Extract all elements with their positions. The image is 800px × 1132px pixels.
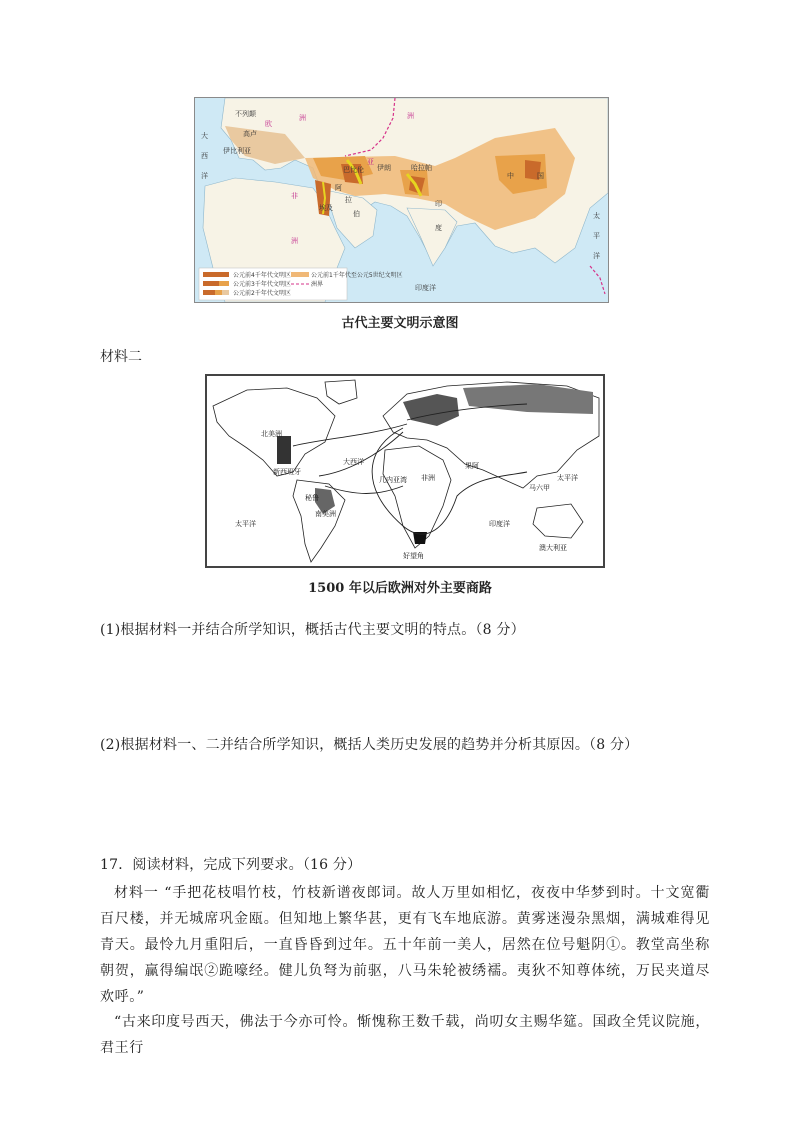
trade-routes-map-graphic [207, 376, 603, 566]
label-arabia-1: 阿 [335, 184, 342, 192]
legend-boundary: 洲界 [311, 281, 324, 288]
label-arabia-2: 拉 [345, 196, 352, 204]
label-europe-2: 洲 [299, 114, 306, 122]
label-south-america: 南美洲 [315, 510, 336, 518]
label-gaul: 高卢 [243, 130, 257, 138]
legend-zone4: 公元前4千年代文明区 [233, 272, 291, 279]
label-atlantic: 大西洋 [343, 458, 364, 466]
label-guinea-gulf: 几内亚湾 [379, 476, 407, 484]
label-babylon: 巴比伦 [343, 166, 364, 174]
label-atlantic-3: 洋 [201, 172, 208, 180]
passage-material-one: 材料一 “手把花枝唱竹枝，竹枝新谱夜郎词。故人万里如相忆，夜夜中华梦到时。十文宽衢百尺楼，并无城席巩金瓯。但知地上繁华甚，更有飞车地底游。黄雾迷漫杂黑烟，满城难得见青天。最怜九月重阳后，一直昏昏到过年。五十年前一美人，居然在位号魁阴①。教堂高坐称朝贺，赢得编氓②跪嚎经。健儿负弩为前驱，八马朱轮被绣襦。夷狄不知尊体统，万民夹道尽欢呼。” [100, 885, 710, 1005]
label-cape: 好望角 [403, 552, 424, 560]
question-2: (2)根据材料一、二并结合所学知识，概括人类历史发展的趋势并分析其原因。（8 分） [100, 737, 639, 753]
label-australia: 澳大利亚 [539, 544, 567, 552]
label-peru: 秘鲁 [305, 494, 319, 502]
label-pacific-1: 太 [593, 212, 600, 220]
label-atlantic-2: 西 [201, 152, 208, 160]
label-atlantic-1: 大 [201, 132, 208, 140]
label-china-2: 国 [537, 172, 544, 180]
label-goa: 果阿 [465, 462, 479, 470]
label-malacca: 马六甲 [529, 484, 550, 492]
label-arabia-3: 伯 [353, 210, 360, 218]
label-africa-1: 非 [291, 192, 298, 200]
label-africa: 非洲 [421, 474, 435, 482]
label-india-1: 印 [435, 200, 442, 208]
label-europe-1: 欧 [265, 120, 272, 128]
label-pacific-west: 太平洋 [235, 520, 256, 528]
material-two-label: 材料二 [100, 349, 142, 365]
label-harappa: 哈拉帕 [411, 164, 432, 172]
label-china-1: 中 [507, 172, 514, 180]
passage-material-one-continued: “古来印度号西天，佛法于今亦可怜。惭愧称王数千载，尚叨女主赐华筵。国政全凭议院施，君王行 [100, 1014, 710, 1056]
label-iberia: 伊比利亚 [223, 147, 251, 155]
legend-zone2: 公元前2千年代文明区 [233, 290, 291, 297]
label-pacific-3: 洋 [593, 252, 600, 260]
label-pacific-2: 平 [593, 232, 600, 240]
label-iran-1: 伊朗 [377, 164, 391, 172]
map2-caption: 1500 年以后欧洲对外主要商路 [308, 581, 492, 596]
legend-zone3: 公元前3千年代文明区 [233, 281, 291, 288]
label-asia-2: 洲 [407, 112, 414, 120]
legend-zone1: 公元前1千年代至公元5世纪文明区 [311, 272, 403, 279]
ancient-civilizations-map [194, 97, 609, 303]
label-indian-ocean: 印度洋 [415, 284, 436, 292]
label-britain: 不列颠 [235, 110, 256, 118]
question-1: (1)根据材料一并结合所学知识，概括古代主要文明的特点。（8 分） [100, 622, 525, 638]
label-new-spain: 新西班牙 [273, 468, 301, 476]
ancient-civilizations-map-graphic [195, 98, 608, 302]
label-egypt: 埃及 [319, 204, 333, 212]
label-north-america: 北美洲 [261, 430, 282, 438]
label-pacific-east: 太平洋 [557, 474, 578, 482]
label-india-2: 度 [435, 224, 442, 232]
question-17: 17．阅读材料，完成下列要求。（16 分） [100, 857, 362, 873]
trade-routes-map [205, 374, 605, 568]
label-asia-1: 亚 [367, 158, 374, 166]
map1-caption: 古代主要文明示意图 [341, 316, 459, 331]
label-africa-2: 洲 [291, 237, 298, 245]
label-indian-ocean: 印度洋 [489, 520, 510, 528]
